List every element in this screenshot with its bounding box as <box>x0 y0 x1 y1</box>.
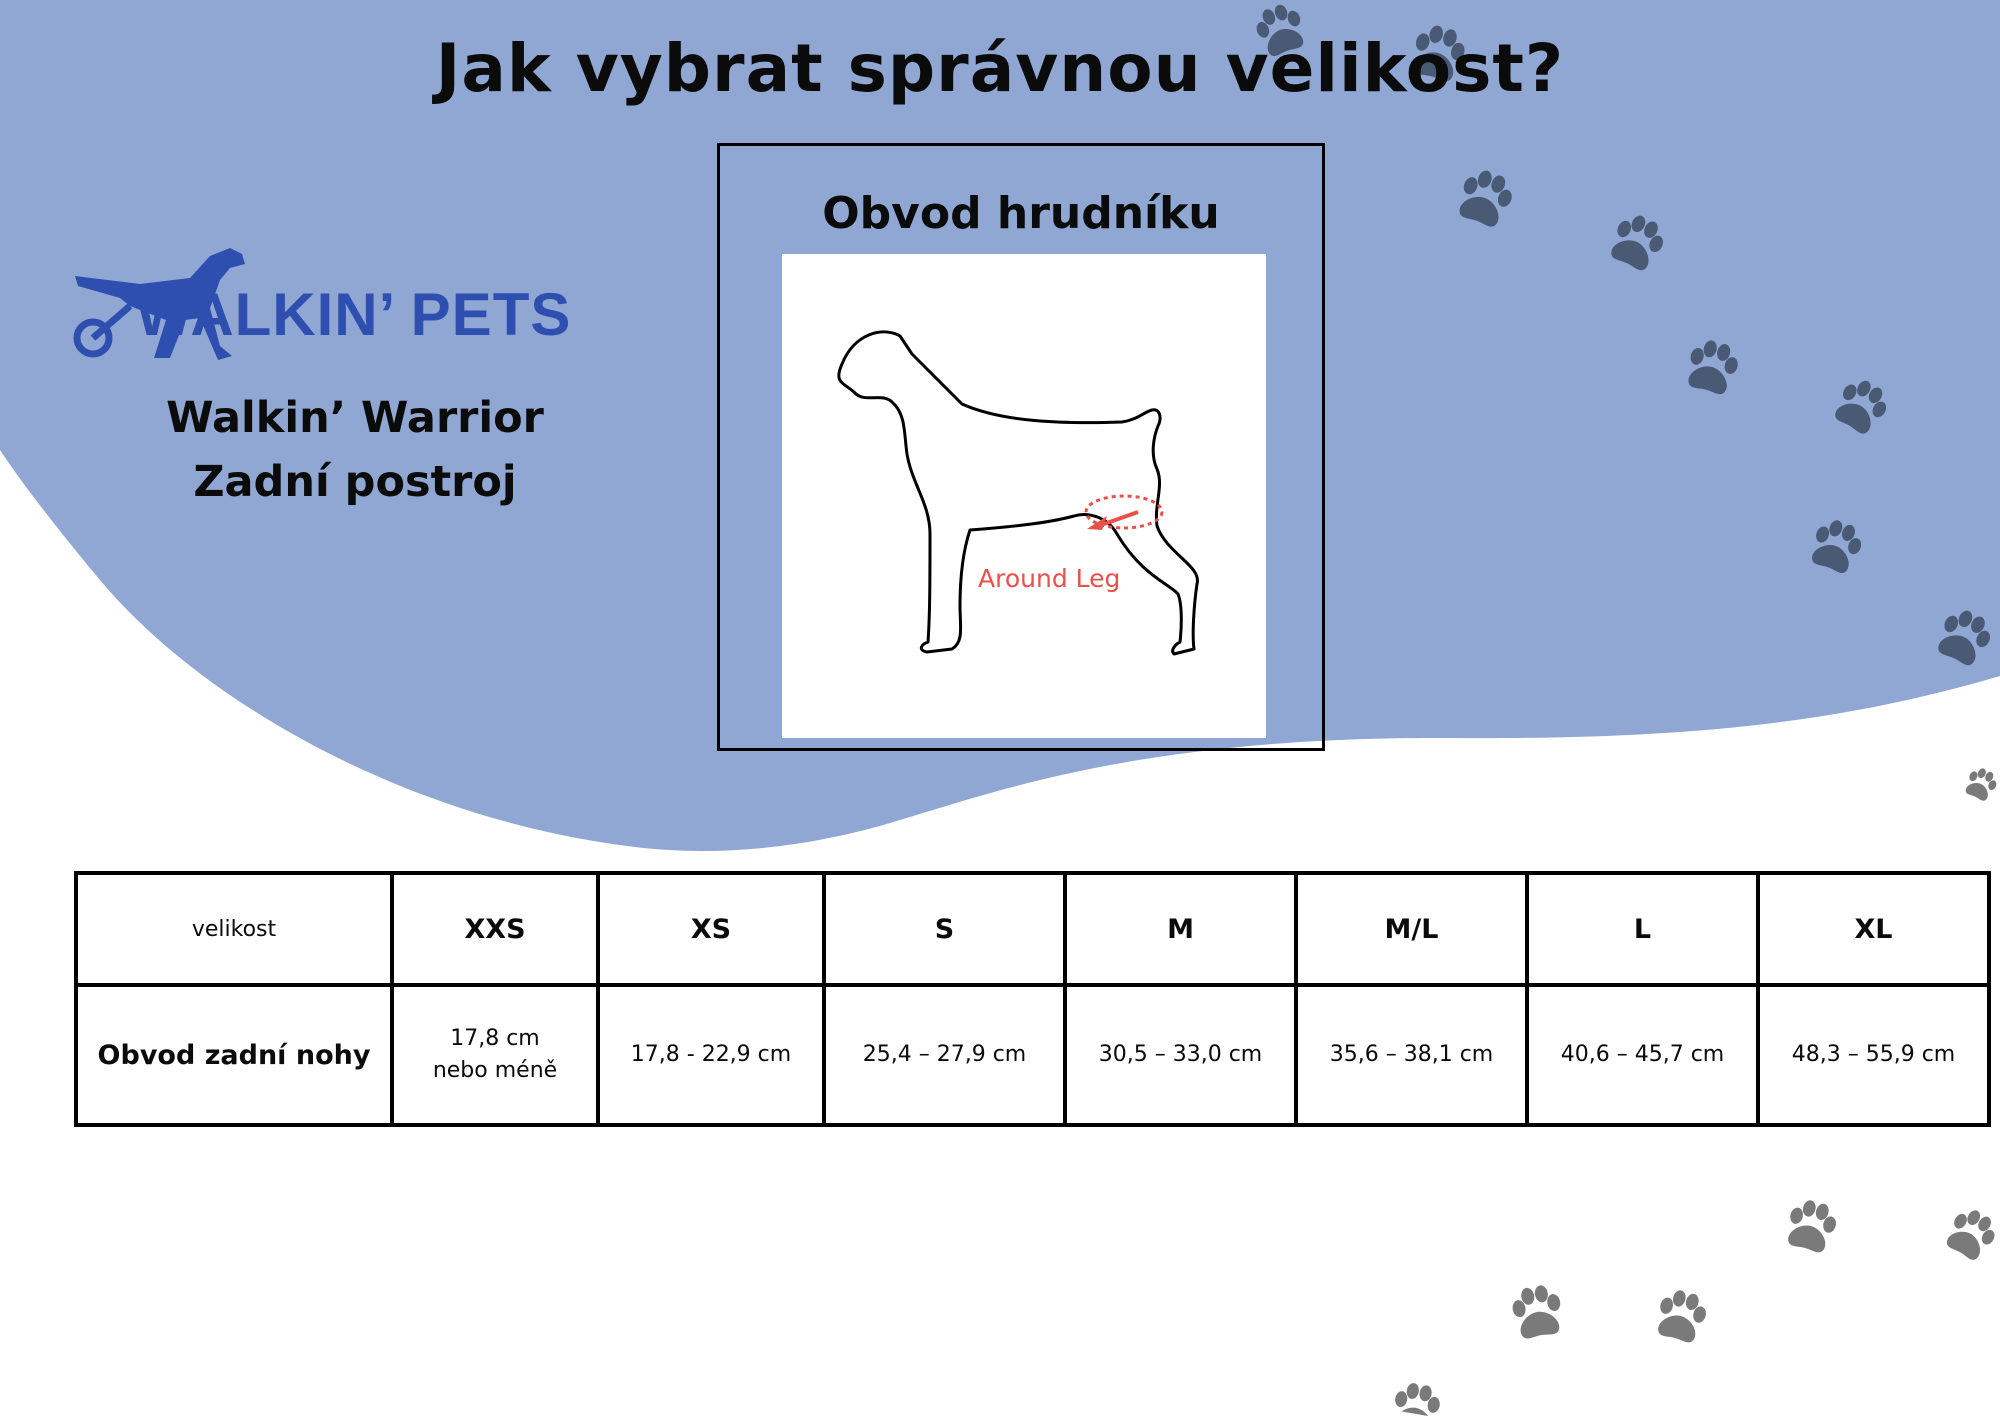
row-label: Obvod zadní nohy <box>76 985 392 1125</box>
measurement-title: Obvod hrudníku <box>822 188 1220 239</box>
size-value-s: 25,4 – 27,9 cm <box>824 985 1065 1125</box>
size-header-m: M <box>1065 873 1296 985</box>
product-line-1: Walkin’ Warrior <box>166 393 544 443</box>
table-row <box>76 985 1989 1125</box>
size-value-xxs <box>392 985 598 1125</box>
brand-wordmark: WALKIN’ PETS <box>136 281 572 348</box>
product-line-2: Zadní postroj <box>193 457 517 507</box>
product-name <box>150 386 560 514</box>
size-value-l: 40,6 – 45,7 cm <box>1527 985 1758 1125</box>
table-header-label: velikost <box>76 873 392 985</box>
size-value-line: nebo méně <box>432 1058 558 1083</box>
page-title: Jak vybrat správnou velikost? <box>435 30 1565 107</box>
size-header-xxs: XXS <box>392 873 598 985</box>
size-header-ml: M/L <box>1296 873 1527 985</box>
size-value-ml: 35,6 – 38,1 cm <box>1296 985 1527 1125</box>
size-value-m: 30,5 – 33,0 cm <box>1065 985 1296 1125</box>
measurement-panel <box>717 143 1325 751</box>
paw-print-icon <box>1500 1275 1574 1349</box>
size-header-s: S <box>824 873 1065 985</box>
size-value-xs: 17,8 - 22,9 cm <box>598 985 824 1125</box>
diagram-label: Around Leg <box>978 564 1121 593</box>
size-header-l: L <box>1527 873 1758 985</box>
size-header-xs: XS <box>598 873 824 985</box>
dog-measurement-diagram <box>782 254 1266 738</box>
size-value-line: 17,8 cm <box>450 1026 540 1051</box>
size-header-xl: XL <box>1758 873 1989 985</box>
size-table <box>74 871 1991 1127</box>
table-header-row <box>76 873 1989 985</box>
dog-outline-icon <box>782 254 1266 738</box>
size-value-xl: 48,3 – 55,9 cm <box>1758 985 1989 1125</box>
